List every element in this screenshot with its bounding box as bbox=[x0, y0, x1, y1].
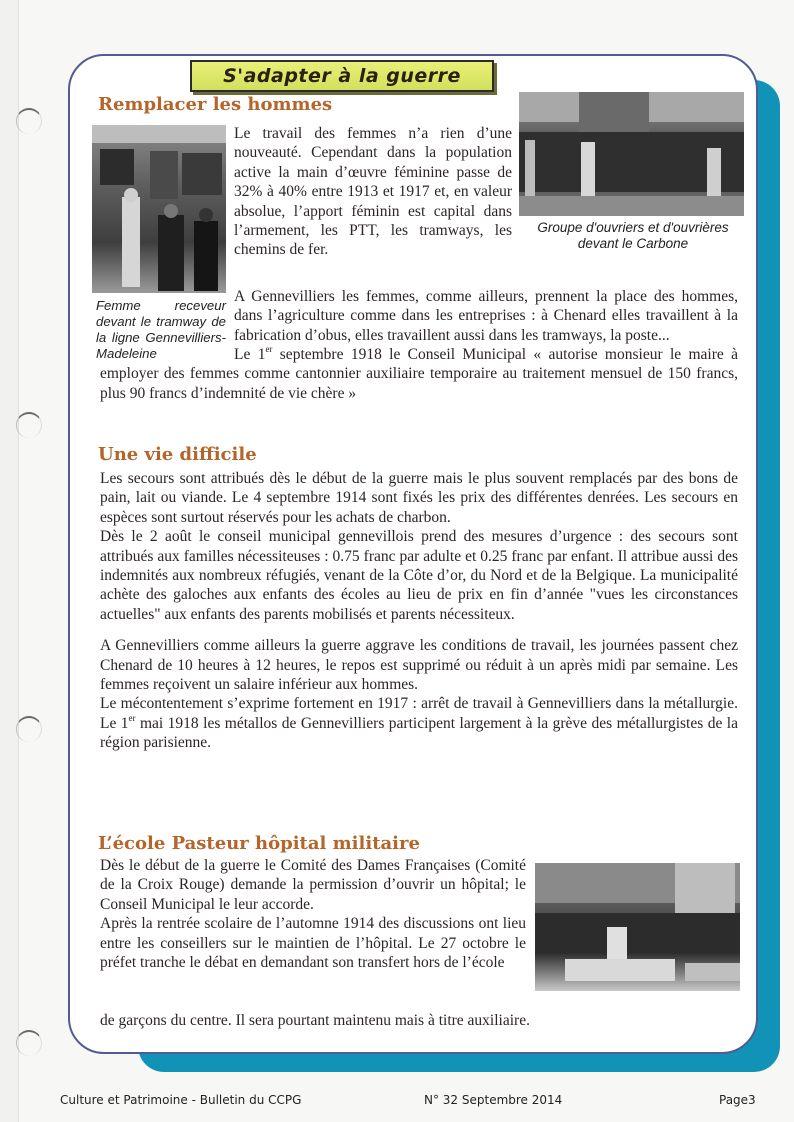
banner-title: S'adapter à la guerre bbox=[223, 65, 461, 87]
ecole-paragraph-end-wrapper bbox=[100, 1011, 740, 1030]
section-ecole-body bbox=[100, 856, 526, 972]
paragraph-septembre bbox=[100, 345, 738, 403]
para3-rest: septembre 1918 le Conseil Municipal « autorise monsieur le maire à employer des femmes comme cantonnier auxiliaire temporaire au traitement mensuel de 150 francs, plus 90 francs d’indemnité de vie chère » bbox=[100, 346, 738, 402]
footer-page: Page3 bbox=[719, 1093, 756, 1107]
section-heading-ecole: L’école Pasteur hôpital militaire bbox=[98, 833, 420, 854]
section-heading-remplacer: Remplacer les hommes bbox=[98, 94, 333, 115]
para4-prefix: Le mécontentement s’exprime fortement en 1917 : arrêt de travail à Gennevilliers dans la métallurgie. Le 1 bbox=[100, 695, 738, 732]
footer-left: Culture et Patrimoine - Bulletin du CCPG bbox=[60, 1093, 302, 1107]
hospital-illustration bbox=[535, 863, 740, 991]
footer-issue: N° 32 Septembre 2014 bbox=[424, 1093, 563, 1107]
vie-paragraph-2: Dès le 2 août le conseil municipal gennevillois prend des mesures d’urgence : des secours sont attribués aux familles nécessiteuses : 0.75 franc par adulte et 0.25 franc par enfant. Il attribue aussi des indemnités aux nombreux réfugiés, venant de la Côte d’or, du Nord et de la Belgique. La municipalité achète des galoches aux enfants des écoles au lieu de prix en fin d’année "vues les circonstances actuelles" aux enfants des parents mobilisés et parents nécessiteux. bbox=[100, 528, 738, 623]
paragraph-gennevilliers-text: A Gennevilliers les femmes, comme ailleurs, prennent la place des hommes, dans l’agriculture comme dans les entreprises : à Chenard elles travaillent à la fabrication d’obus, elles travaillent aussi dans les tramways, la poste... bbox=[234, 288, 738, 344]
para4-sup: er bbox=[128, 712, 136, 723]
caption-tram: Femme receveur devant le tramway de la ligne Gennevilliers-Madeleine bbox=[96, 298, 226, 361]
punch-hole bbox=[16, 1030, 42, 1056]
punch-hole bbox=[16, 108, 42, 134]
paragraph-intro-text: Le travail des femmes n’a rien d’une nouveauté. Cependant dans la population active la main d’œuvre féminine passe de 32% à 40% entre 1913 et 1917 et, en valeur absolue, l’apport féminin est capital dans l’armement, les PTT, les tramways, les chemins de fer. bbox=[234, 125, 512, 259]
paragraph-gennevilliers bbox=[234, 287, 738, 345]
vie-paragraph-4 bbox=[100, 694, 738, 752]
punch-hole bbox=[16, 716, 42, 742]
paragraph-intro bbox=[234, 124, 512, 260]
group-illustration bbox=[519, 92, 744, 216]
para3-sup: er bbox=[265, 344, 273, 354]
page-banner bbox=[190, 60, 494, 92]
paragraph-septembre-text bbox=[100, 345, 738, 403]
ecole-paragraph-1: Dès le début de la guerre le Comité des Dames Françaises (Comité de la Croix Rouge) demande la permission d’ouvrir un hôpital; le Conseil Municipal le leur accorde. bbox=[100, 857, 526, 913]
photo-tram bbox=[92, 125, 226, 293]
para4-rest: mai 1918 les métallos de Gennevilliers participent largement à la grève des métallurgistes de la région parisienne. bbox=[100, 714, 738, 752]
ecole-paragraph-2: Après la rentrée scolaire de l’automne 1914 des discussions ont lieu entre les conseillers sur le maintien de l’hôpital. Le 27 octobre le préfet tranche le débat en demandant son transfert hors de l’école bbox=[100, 915, 526, 972]
binder-edge bbox=[0, 0, 19, 1122]
para3-prefix: Le 1 bbox=[234, 346, 266, 363]
photo-hospital bbox=[535, 863, 740, 991]
punch-hole bbox=[16, 412, 42, 438]
ecole-paragraph-2-end: de garçons du centre. Il sera pourtant maintenu mais à titre auxiliaire. bbox=[100, 1012, 530, 1029]
section-heading-vie: Une vie difficile bbox=[98, 444, 257, 465]
photo-group bbox=[519, 92, 744, 216]
tram-illustration bbox=[92, 125, 226, 293]
vie-paragraph-3: A Gennevilliers comme ailleurs la guerre aggrave les conditions de travail, les journées passent chez Chenard de 10 heures à 12 heures, le repos est supprimé ou réduit à un après midi par semaine. Les femmes reçoivent un salaire inférieur aux hommes. bbox=[100, 637, 738, 694]
caption-group: Groupe d'ouvriers et d'ouvrières devant le Carbone bbox=[537, 220, 729, 251]
vie-paragraph-1: Les secours sont attribués dès le début de la guerre mais le plus souvent remplacés par des bons de pain, lait ou viande. Le 4 septembre 1914 sont fixés les prix des différentes denrées. Les secours en espèces sont surtout réservés pour les achats de charbon. bbox=[100, 470, 738, 526]
section-vie-body bbox=[100, 469, 738, 753]
